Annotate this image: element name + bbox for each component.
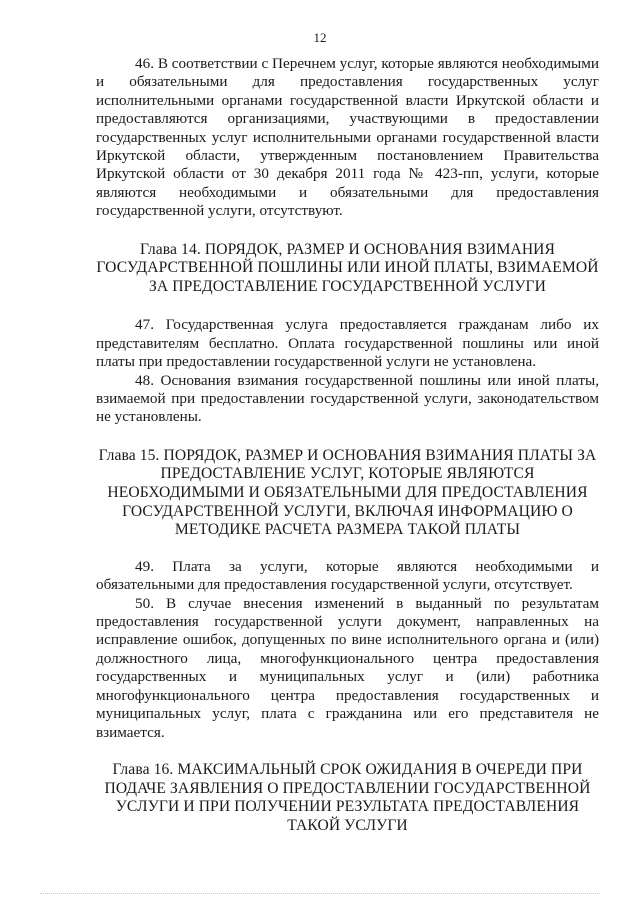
chapter-14-heading: Глава 14. ПОРЯДОК, РАЗМЕР И ОСНОВАНИЯ ВЗИМАНИЯ ГОСУДАРСТВЕННОЙ ПОШЛИНЫ ИЛИ ИНОЙ ПЛАТЫ, ВЗИМАЕМОЙ ЗА ПРЕДОСТАВЛЕНИЕ ГОСУДАРСТВЕННОЙ УСЛУГИ: [96, 240, 599, 295]
chapter-15-heading: Глава 15. ПОРЯДОК, РАЗМЕР И ОСНОВАНИЯ ВЗИМАНИЯ ПЛАТЫ ЗА ПРЕДОСТАВЛЕНИЕ УСЛУГ, КОТОРЫЕ ЯВЛЯЮТСЯ НЕОБХОДИМЫМИ И ОБЯЗАТЕЛЬНЫМИ ДЛЯ ПРЕДОСТАВЛЕНИЯ ГОСУДАРСТВЕННОЙ УСЛУГИ, ВКЛЮЧАЯ ИНФОРМАЦИЮ О МЕТОДИКЕ РАСЧЕТА РАЗМЕРА ТАКОЙ ПЛАТЫ: [98, 446, 597, 539]
paragraph-49: 49. Плата за услуги, которые являются необходимыми и обязательными для предоставления государственной услуги, отсутствует.: [96, 557, 599, 594]
paragraph-46: 46. В соответствии с Перечнем услуг, которые являются необходимыми и обязательными для предоставления государственных услуг исполнительными органами государственной власти Иркутской области и предоставляются организациями, участвующими в предоставлении государственных услуг исполнительными органами государственной власти Иркутской области, утвержденным постановлением Правительства Иркутской области от 30 декабря 2011 года № 423-пп, услуги, которые являются необходимыми и обязательными для предоставления государственной услуги, отсутствуют.: [96, 55, 599, 220]
chapter-16-heading: Глава 16. МАКСИМАЛЬНЫЙ СРОК ОЖИДАНИЯ В ОЧЕРЕДИ ПРИ ПОДАЧЕ ЗАЯВЛЕНИЯ О ПРЕДОСТАВЛЕНИИ ГОСУДАРСТВЕННОЙ УСЛУГИ И ПРИ ПОЛУЧЕНИИ РЕЗУЛЬТАТА ПРЕДОСТАВЛЕНИЯ ТАКОЙ УСЛУГИ: [104, 760, 591, 834]
page-number: 12: [313, 30, 327, 45]
paragraph-48: 48. Основания взимания государственной пошлины или иной платы, взимаемой при предоставлении государственной услуги, законодательством не установлены.: [96, 371, 599, 426]
paragraph-47: 47. Государственная услуга предоставляется гражданам либо их представителям бесплатно. Оплата государственной пошлины или иной платы при предоставлении государственной услуги не установлена.: [96, 316, 599, 371]
paragraph-50: 50. В случае внесения изменений в выданный по результатам предоставления государственной услуги документ, направленных на исправление ошибок, допущенных по вине исполнительного органа и (или) должностного лица, многофункционального центра предоставления государственных и муниципальных услуг и (или) работника многофункционального центра предоставления государственных и муниципальных услуг, плата с гражданина или его представителя не взимается.: [96, 594, 599, 741]
scan-edge-line: [40, 893, 600, 894]
document-body: [96, 55, 599, 835]
